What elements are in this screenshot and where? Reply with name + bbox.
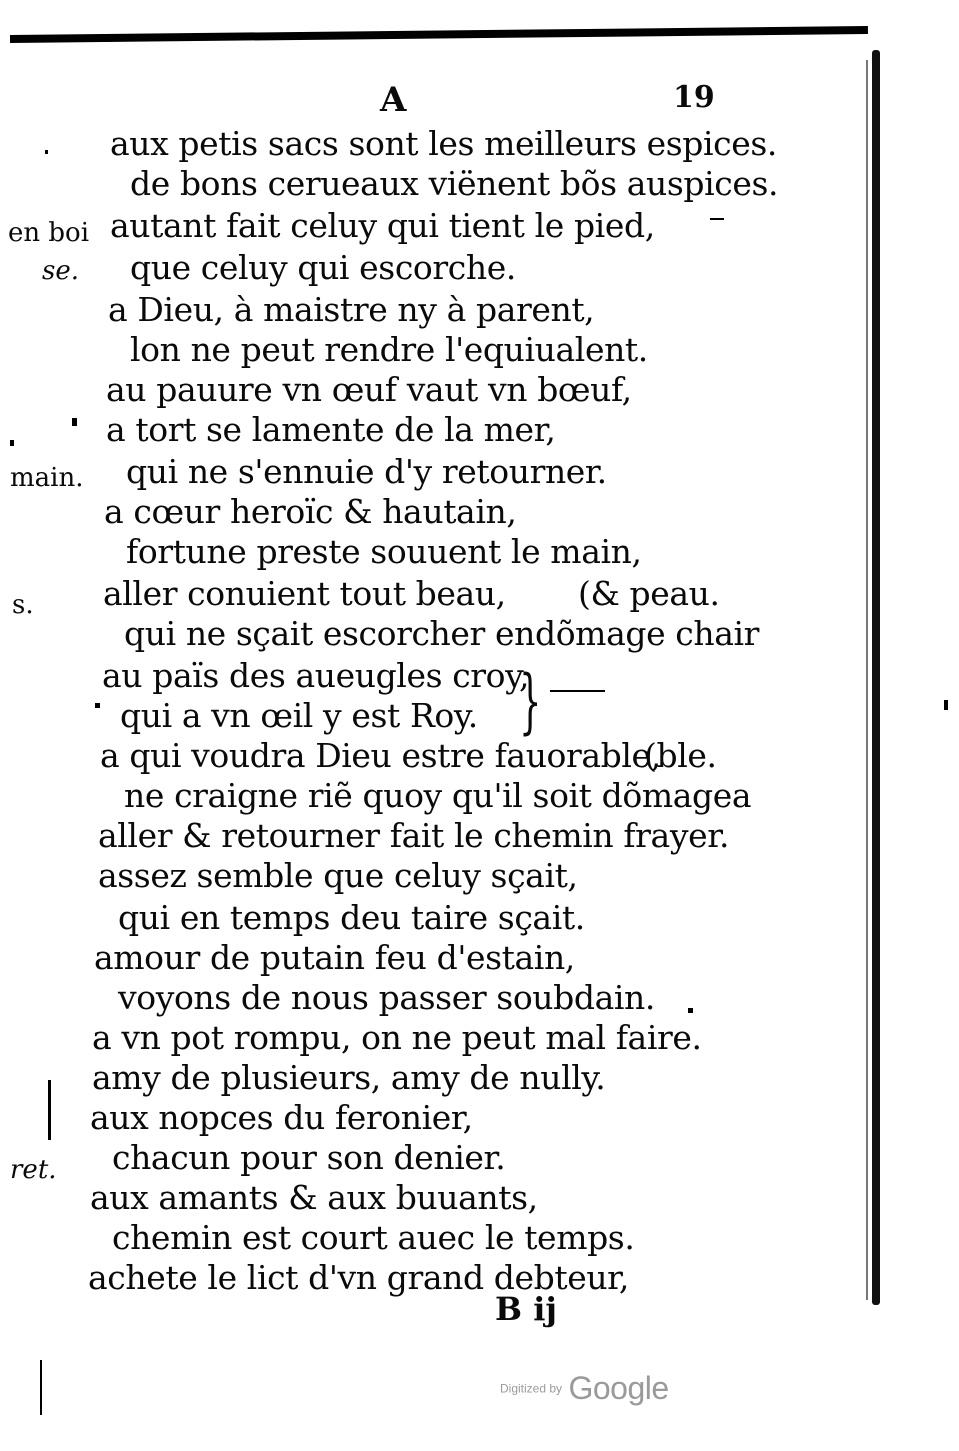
- print-speck: [710, 218, 724, 220]
- text-line: amour de putain feu d'estain,: [94, 938, 575, 977]
- text-line: qui en temps deu taire sçait.: [118, 898, 585, 937]
- text-line: au païs des aueugles croy,: [102, 656, 530, 695]
- couplet-dash: [550, 690, 605, 692]
- top-rule: [10, 26, 868, 43]
- text-line: fortune preste souuent le main,: [126, 532, 642, 571]
- text-line: achete le lict d'vn grand debteur,: [88, 1258, 630, 1297]
- text-line-continuation: (& peau.: [578, 574, 720, 613]
- text-line: assez semble que celuy sçait,: [98, 856, 578, 895]
- margin-note-3: main.: [10, 463, 84, 493]
- print-speck: [45, 150, 48, 154]
- text-line: ne craigne riẽ quoy qu'il soit dõmagea: [124, 776, 752, 815]
- print-speck: [944, 700, 948, 710]
- text-line: de bons cerueaux viënent bõs auspices.: [130, 164, 779, 203]
- margin-note-1: en boi: [8, 218, 90, 248]
- text-line: aux petis sacs sont les meilleurs espices.: [110, 124, 777, 163]
- text-line: a qui voudra Dieu estre fauorable,: [100, 736, 661, 775]
- print-speck: [95, 703, 100, 708]
- print-speck: [688, 1008, 693, 1013]
- print-speck: [48, 1080, 51, 1140]
- text-line: a vn pot rompu, on ne peut mal faire.: [92, 1018, 702, 1057]
- digitized-by-google-watermark: [500, 1370, 669, 1407]
- text-line: qui ne s'ennuie d'y retourner.: [126, 452, 607, 491]
- signature-mark: B ij: [495, 1290, 557, 1328]
- couplet-brace: }: [519, 660, 542, 742]
- text-line: a cœur heroïc & hautain,: [104, 492, 517, 531]
- text-line: aller & retourner fait le chemin frayer.: [98, 816, 730, 855]
- page-edge-shadow: [872, 50, 880, 1305]
- text-line: a Dieu, à maistre ny à parent,: [108, 290, 595, 329]
- text-line: aux nopces du feronier,: [90, 1098, 473, 1137]
- text-line: qui a vn œil y est Roy.: [120, 696, 478, 735]
- print-speck: [40, 1360, 42, 1415]
- text-line: aller conuient tout beau,: [103, 574, 506, 613]
- text-line: autant fait celuy qui tient le pied,: [110, 206, 655, 245]
- text-line-continuation: (ble.: [644, 736, 717, 775]
- text-line: chemin est court auec le temps.: [112, 1218, 635, 1257]
- text-line: aux amants & aux buuants,: [90, 1178, 538, 1217]
- page-edge-faint: [866, 60, 868, 1300]
- running-head-letter: A: [380, 80, 407, 120]
- margin-note-4: s.: [12, 590, 34, 620]
- margin-note-5: ret.: [10, 1155, 57, 1185]
- text-line: que celuy qui escorche.: [130, 248, 516, 287]
- text-line: chacun pour son denier.: [112, 1138, 506, 1177]
- text-line: voyons de nous passer soubdain.: [118, 978, 655, 1017]
- text-line: qui ne sçait escorcher endõmage chair: [124, 614, 760, 653]
- print-speck: [10, 440, 14, 446]
- text-line: a tort se lamente de la mer,: [106, 410, 556, 449]
- margin-note-2: se.: [42, 256, 79, 286]
- page-number: 19: [673, 80, 715, 115]
- text-line: lon ne peut rendre l'equiualent.: [130, 330, 648, 369]
- print-speck: [72, 418, 77, 426]
- text-line: au pauure vn œuf vaut vn bœuf,: [106, 370, 632, 409]
- google-logo-text: Google: [568, 1370, 669, 1406]
- digitized-by-label: Digitized by: [500, 1381, 563, 1396]
- text-line: amy de plusieurs, amy de nully.: [92, 1058, 606, 1097]
